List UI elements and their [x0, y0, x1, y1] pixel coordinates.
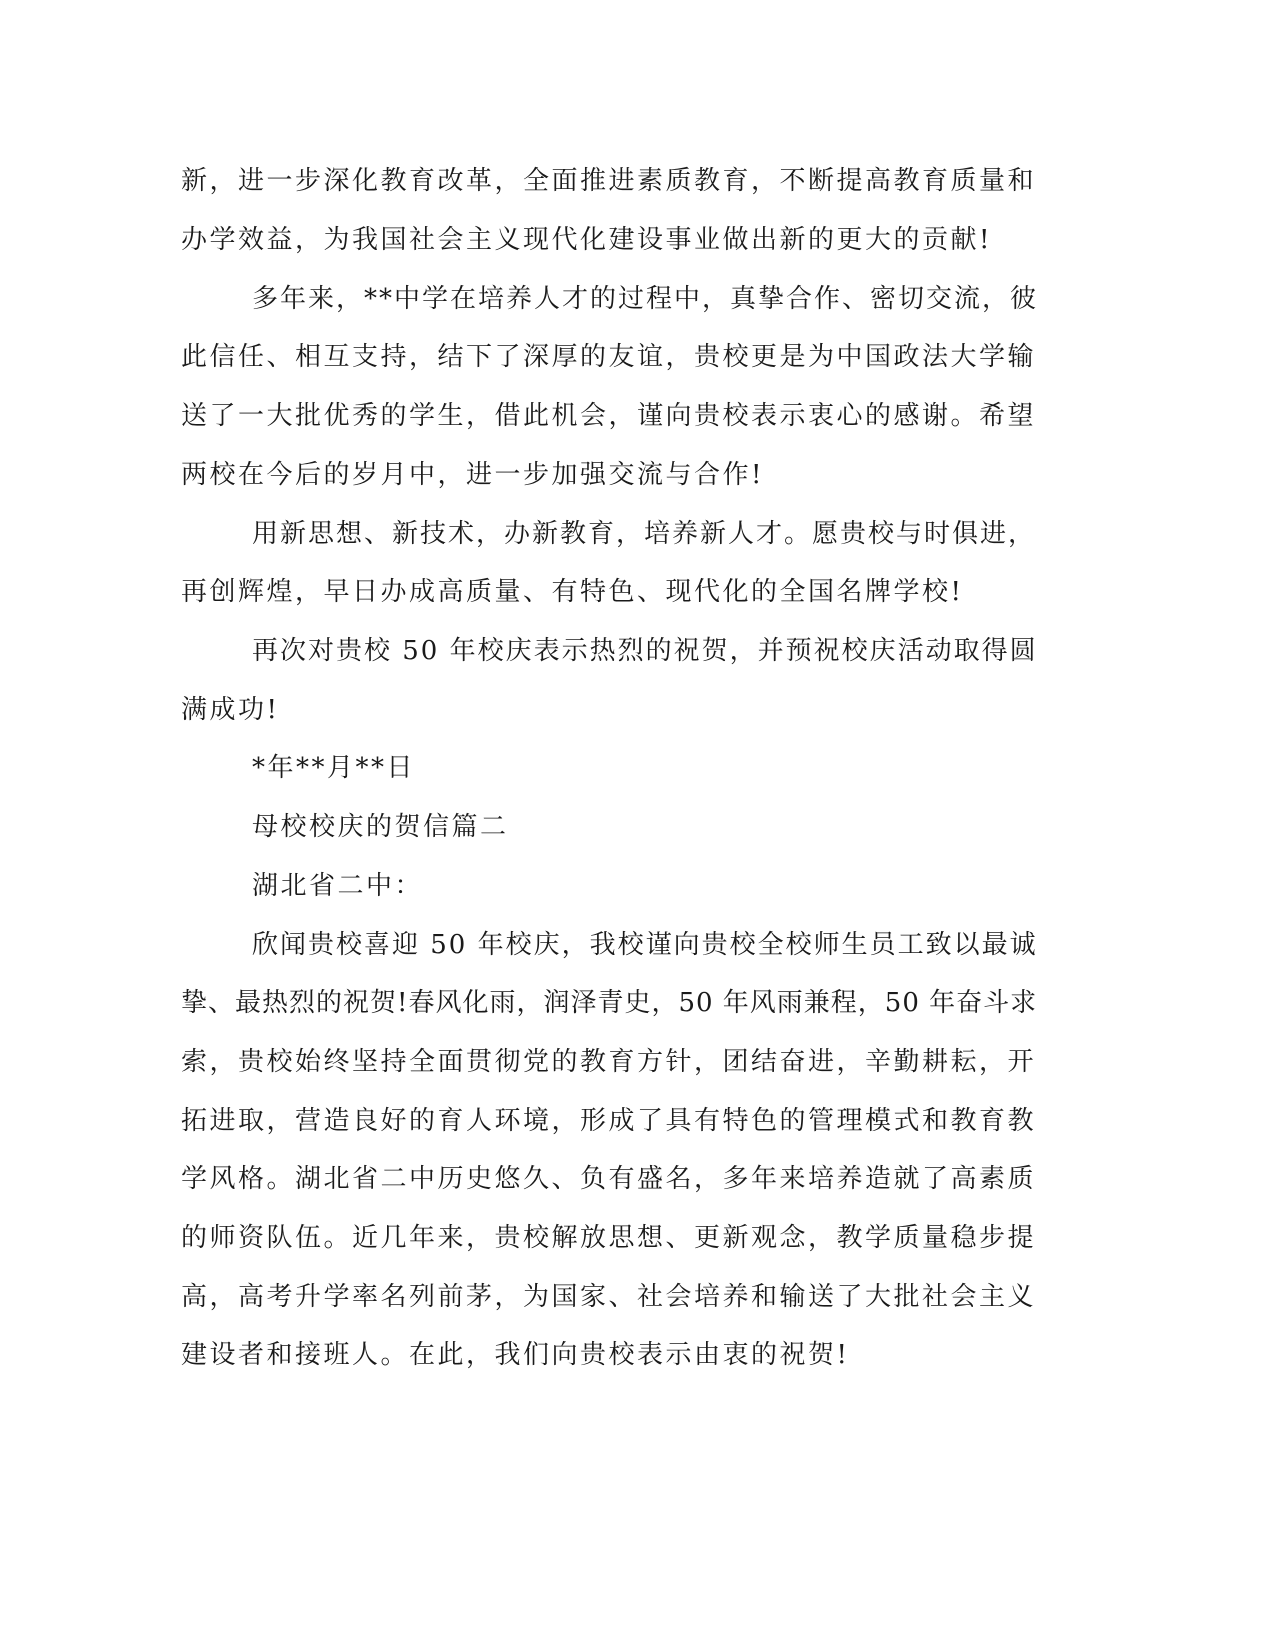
date-line: *年**月**日 — [252, 753, 416, 783]
text-line: 拓进取，营造良好的育人环境，形成了具有特色的管理模式和教育教 — [181, 1106, 1037, 1136]
text-line: 挚、最热烈的祝贺!春风化雨，润泽青史，50 年风雨兼程，50 年奋斗求 — [181, 988, 1038, 1018]
section-title: 母校校庆的贺信篇二 — [252, 812, 509, 842]
paragraph-start-line: 用新思想、新技术，办新教育，培养新人才。愿贵校与时俱进， — [252, 519, 1037, 549]
text-line: 高，高考升学率名列前茅，为国家、社会培养和输送了大批社会主义 — [181, 1282, 1037, 1312]
text-line: 送了一大批优秀的学生，借此机会，谨向贵校表示衷心的感谢。希望 — [181, 401, 1037, 431]
text-line: 办学效益，为我国社会主义现代化建设事业做出新的更大的贡献! — [181, 225, 992, 255]
paragraph-start-line: 欣闻贵校喜迎 50 年校庆，我校谨向贵校全校师生员工致以最诚 — [252, 930, 1038, 960]
text-line: 学风格。湖北省二中历史悠久、负有盛名，多年来培养造就了高素质 — [181, 1164, 1037, 1194]
text-line: 建设者和接班人。在此，我们向贵校表示由衷的祝贺! — [181, 1340, 850, 1370]
text-line: 新，进一步深化教育改革，全面推进素质教育，不断提高教育质量和 — [181, 166, 1037, 196]
text-line: 再创辉煌，早日办成高质量、有特色、现代化的全国名牌学校! — [181, 577, 964, 607]
text-line: 满成功! — [181, 695, 280, 725]
paragraph-start-line: 再次对贵校 50 年校庆表示热烈的祝贺，并预祝校庆活动取得圆 — [252, 636, 1038, 666]
text-line: 索，贵校始终坚持全面贯彻党的教育方针，团结奋进，辛勤耕耘，开 — [181, 1047, 1037, 1077]
text-line: 两校在今后的岁月中，进一步加强交流与合作! — [181, 460, 764, 490]
text-line: 的师资队伍。近几年来，贵校解放思想、更新观念，教学质量稳步提 — [181, 1223, 1037, 1253]
paragraph-start-line: 多年来，**中学在培养人才的过程中，真挚合作、密切交流，彼 — [252, 284, 1039, 314]
text-line: 此信任、相互支持，结下了深厚的友谊，贵校更是为中国政法大学输 — [181, 342, 1037, 372]
salutation: 湖北省二中： — [252, 871, 424, 901]
